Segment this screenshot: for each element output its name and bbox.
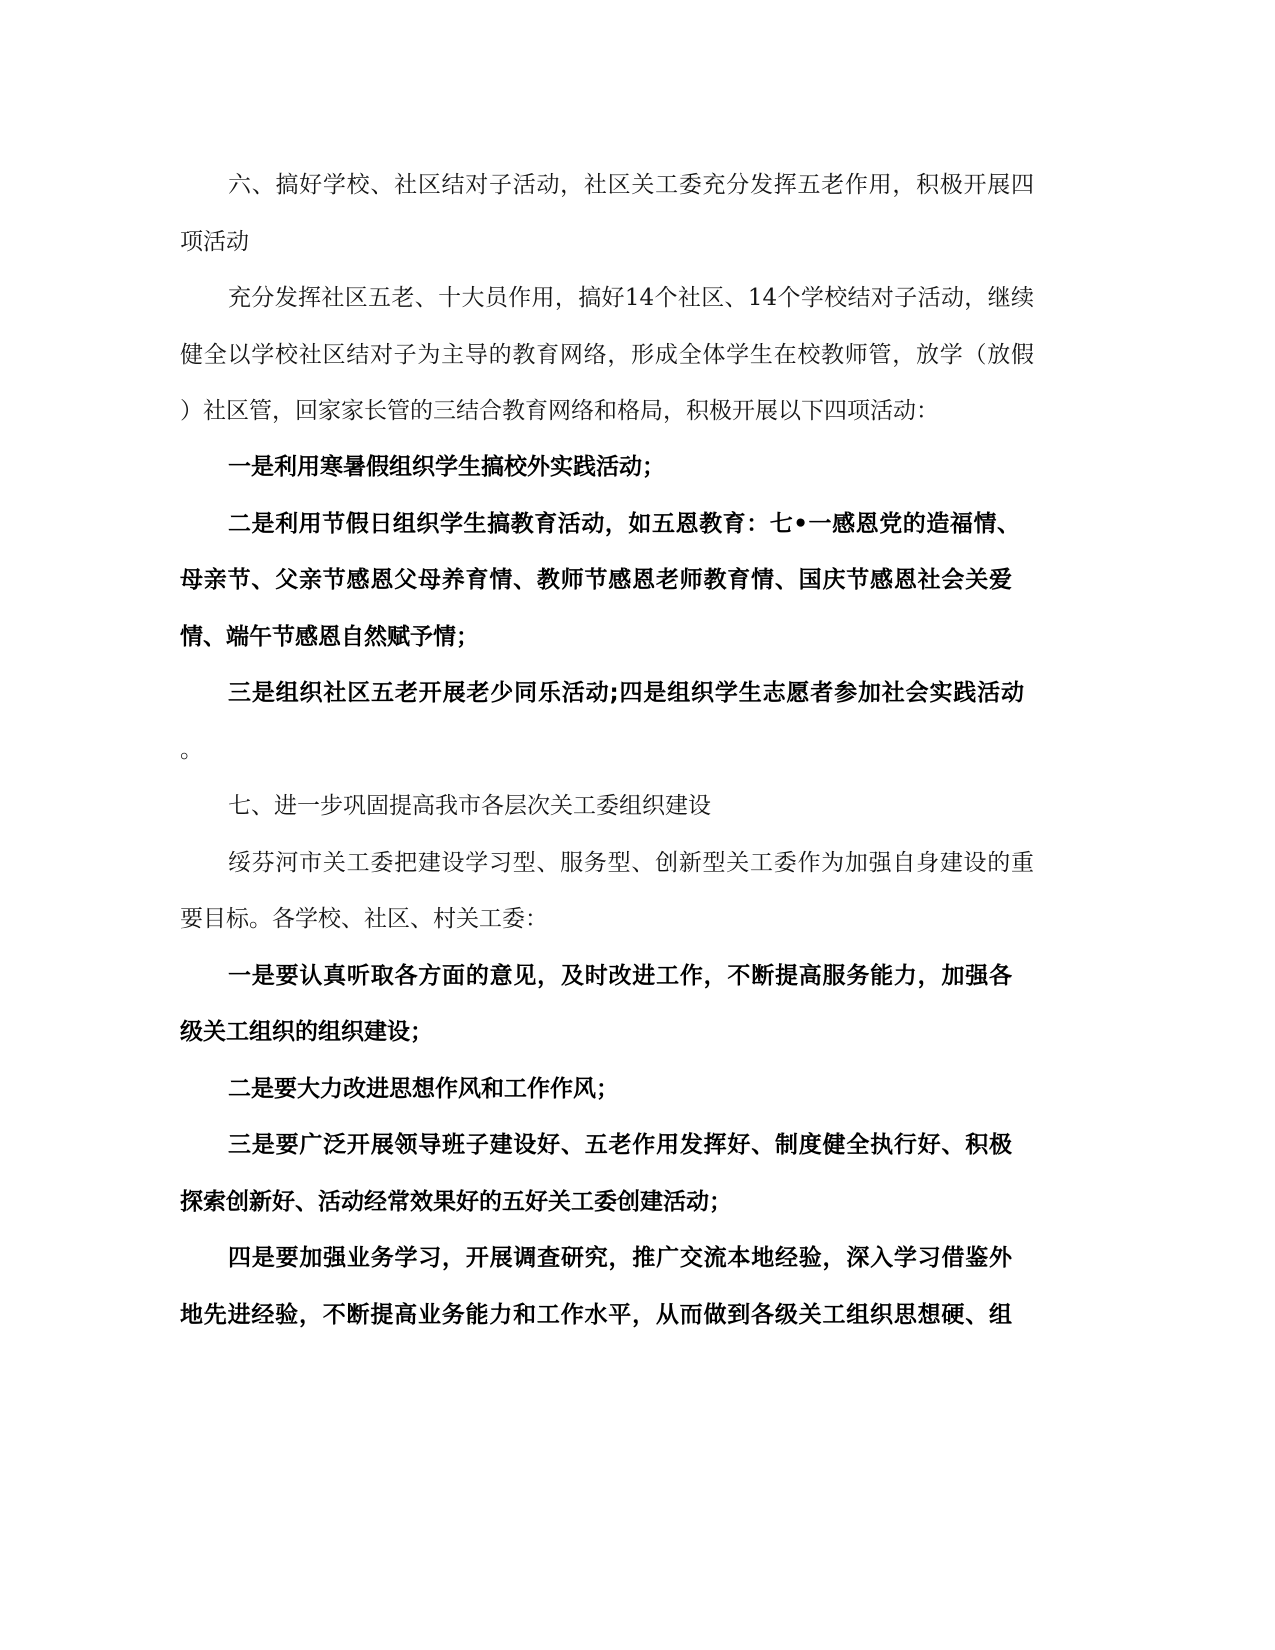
- text-line-4: 健全以学校社区结对子为主导的教育网络，形成全体学生在校教师管，放学（放假: [180, 342, 1034, 368]
- text-line-14: 要目标。各学校、社区、村关工委：: [180, 906, 548, 932]
- text-line-3: 充分发挥社区五老、十大员作用，搞好14个社区、14个学校结对子活动，继续: [228, 285, 1034, 311]
- text-line-11: 。: [180, 737, 203, 763]
- text-line-7: 二是利用节假日组织学生搞教育活动，如五恩教育：七•一感恩党的造福情、: [228, 511, 1020, 537]
- text-line-18: 三是要广泛开展领导班子建设好、五老作用发挥好、制度健全执行好、积极: [228, 1132, 1012, 1158]
- text-line-10: 三是组织社区五老开展老少同乐活动;四是组织学生志愿者参加社会实践活动: [228, 680, 1024, 706]
- text-line-15: 一是要认真听取各方面的意见，及时改进工作，不断提高服务能力，加强各: [228, 963, 1012, 989]
- text-line-21: 地先进经验，不断提高业务能力和工作水平，从而做到各级关工组织思想硬、组: [180, 1302, 1012, 1328]
- text-line-19: 探索创新好、活动经常效果好的五好关工委创建活动；: [180, 1189, 732, 1215]
- text-line-8: 母亲节、父亲节感恩父母养育情、教师节感恩老师教育情、国庆节感恩社会关爱: [180, 567, 1012, 593]
- text-line-17: 二是要大力改进思想作风和工作作风；: [228, 1076, 619, 1102]
- text-line-20: 四是要加强业务学习，开展调查研究，推广交流本地经验，深入学习借鉴外: [228, 1245, 1012, 1271]
- text-line-1: 六、搞好学校、社区结对子活动，社区关工委充分发挥五老作用，积极开展四: [228, 172, 1034, 198]
- text-line-2: 项活动: [180, 229, 249, 255]
- text-line-12: 七、进一步巩固提高我市各层次关工委组织建设: [228, 793, 711, 819]
- text-line-6: 一是利用寒暑假组织学生搞校外实践活动；: [228, 454, 665, 480]
- text-line-9: 情、端午节感恩自然赋予情；: [180, 624, 479, 650]
- text-line-16: 级关工组织的组织建设；: [180, 1019, 433, 1045]
- text-line-13: 绥芬河市关工委把建设学习型、服务型、创新型关工委作为加强自身建设的重: [228, 850, 1034, 876]
- text-line-5: ）社区管，回家家长管的三结合教育网络和格局，积极开展以下四项活动：: [180, 398, 939, 424]
